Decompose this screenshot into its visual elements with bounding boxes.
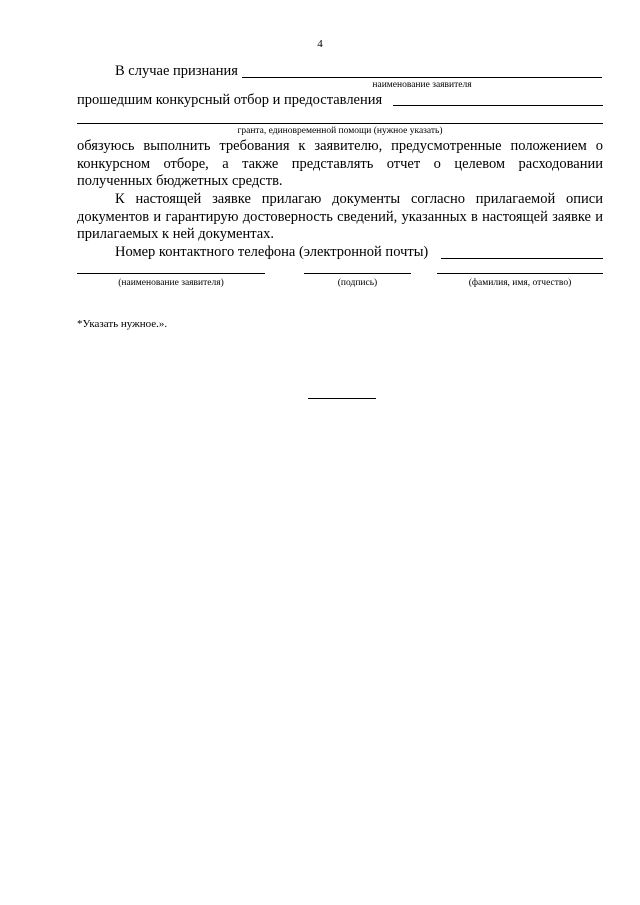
obligation-paragraph: обязуюсь выполнить требования к заявителю, предусмотренные положением о конкурсном отборе, а также представлять отчет о целевом расходовании полученных бюджетных средств. bbox=[77, 138, 603, 189]
applicant-name-caption: наименование заявителя bbox=[372, 80, 472, 90]
sig-signature-field[interactable] bbox=[304, 273, 411, 274]
sig-signature-caption: (подпись) bbox=[337, 278, 378, 288]
selection-line bbox=[77, 91, 603, 109]
attachments-paragraph: К настоящей заявке прилагаю документы согласно прилагаемой описи документов и гарантирую достоверность сведений, указанных в настоящей заявке и прилагаемых к ней документах. bbox=[77, 191, 603, 242]
sig-applicant-field[interactable] bbox=[77, 273, 265, 274]
sig-fullname-caption: (фамилия, имя, отчество) bbox=[468, 278, 572, 288]
end-divider bbox=[308, 398, 376, 399]
grant-type-caption: гранта, единовременной помощи (нужное указать) bbox=[237, 126, 443, 136]
phone-label: Номер контактного телефона (электронной почты) bbox=[115, 244, 429, 260]
sig-applicant-caption: (наименование заявителя) bbox=[118, 278, 224, 288]
recognition-label: В случае признания bbox=[115, 63, 238, 79]
grant-type-field-continued[interactable] bbox=[77, 123, 603, 124]
page-number: 4 bbox=[317, 38, 323, 50]
grant-type-field[interactable] bbox=[393, 105, 603, 106]
applicant-name-field[interactable] bbox=[242, 77, 602, 78]
selection-label: прошедшим конкурсный отбор и предоставления bbox=[77, 92, 383, 108]
phone-email-field[interactable] bbox=[441, 258, 603, 259]
footnote: *Указать нужное.». bbox=[77, 318, 168, 330]
sig-fullname-field[interactable] bbox=[437, 273, 603, 274]
